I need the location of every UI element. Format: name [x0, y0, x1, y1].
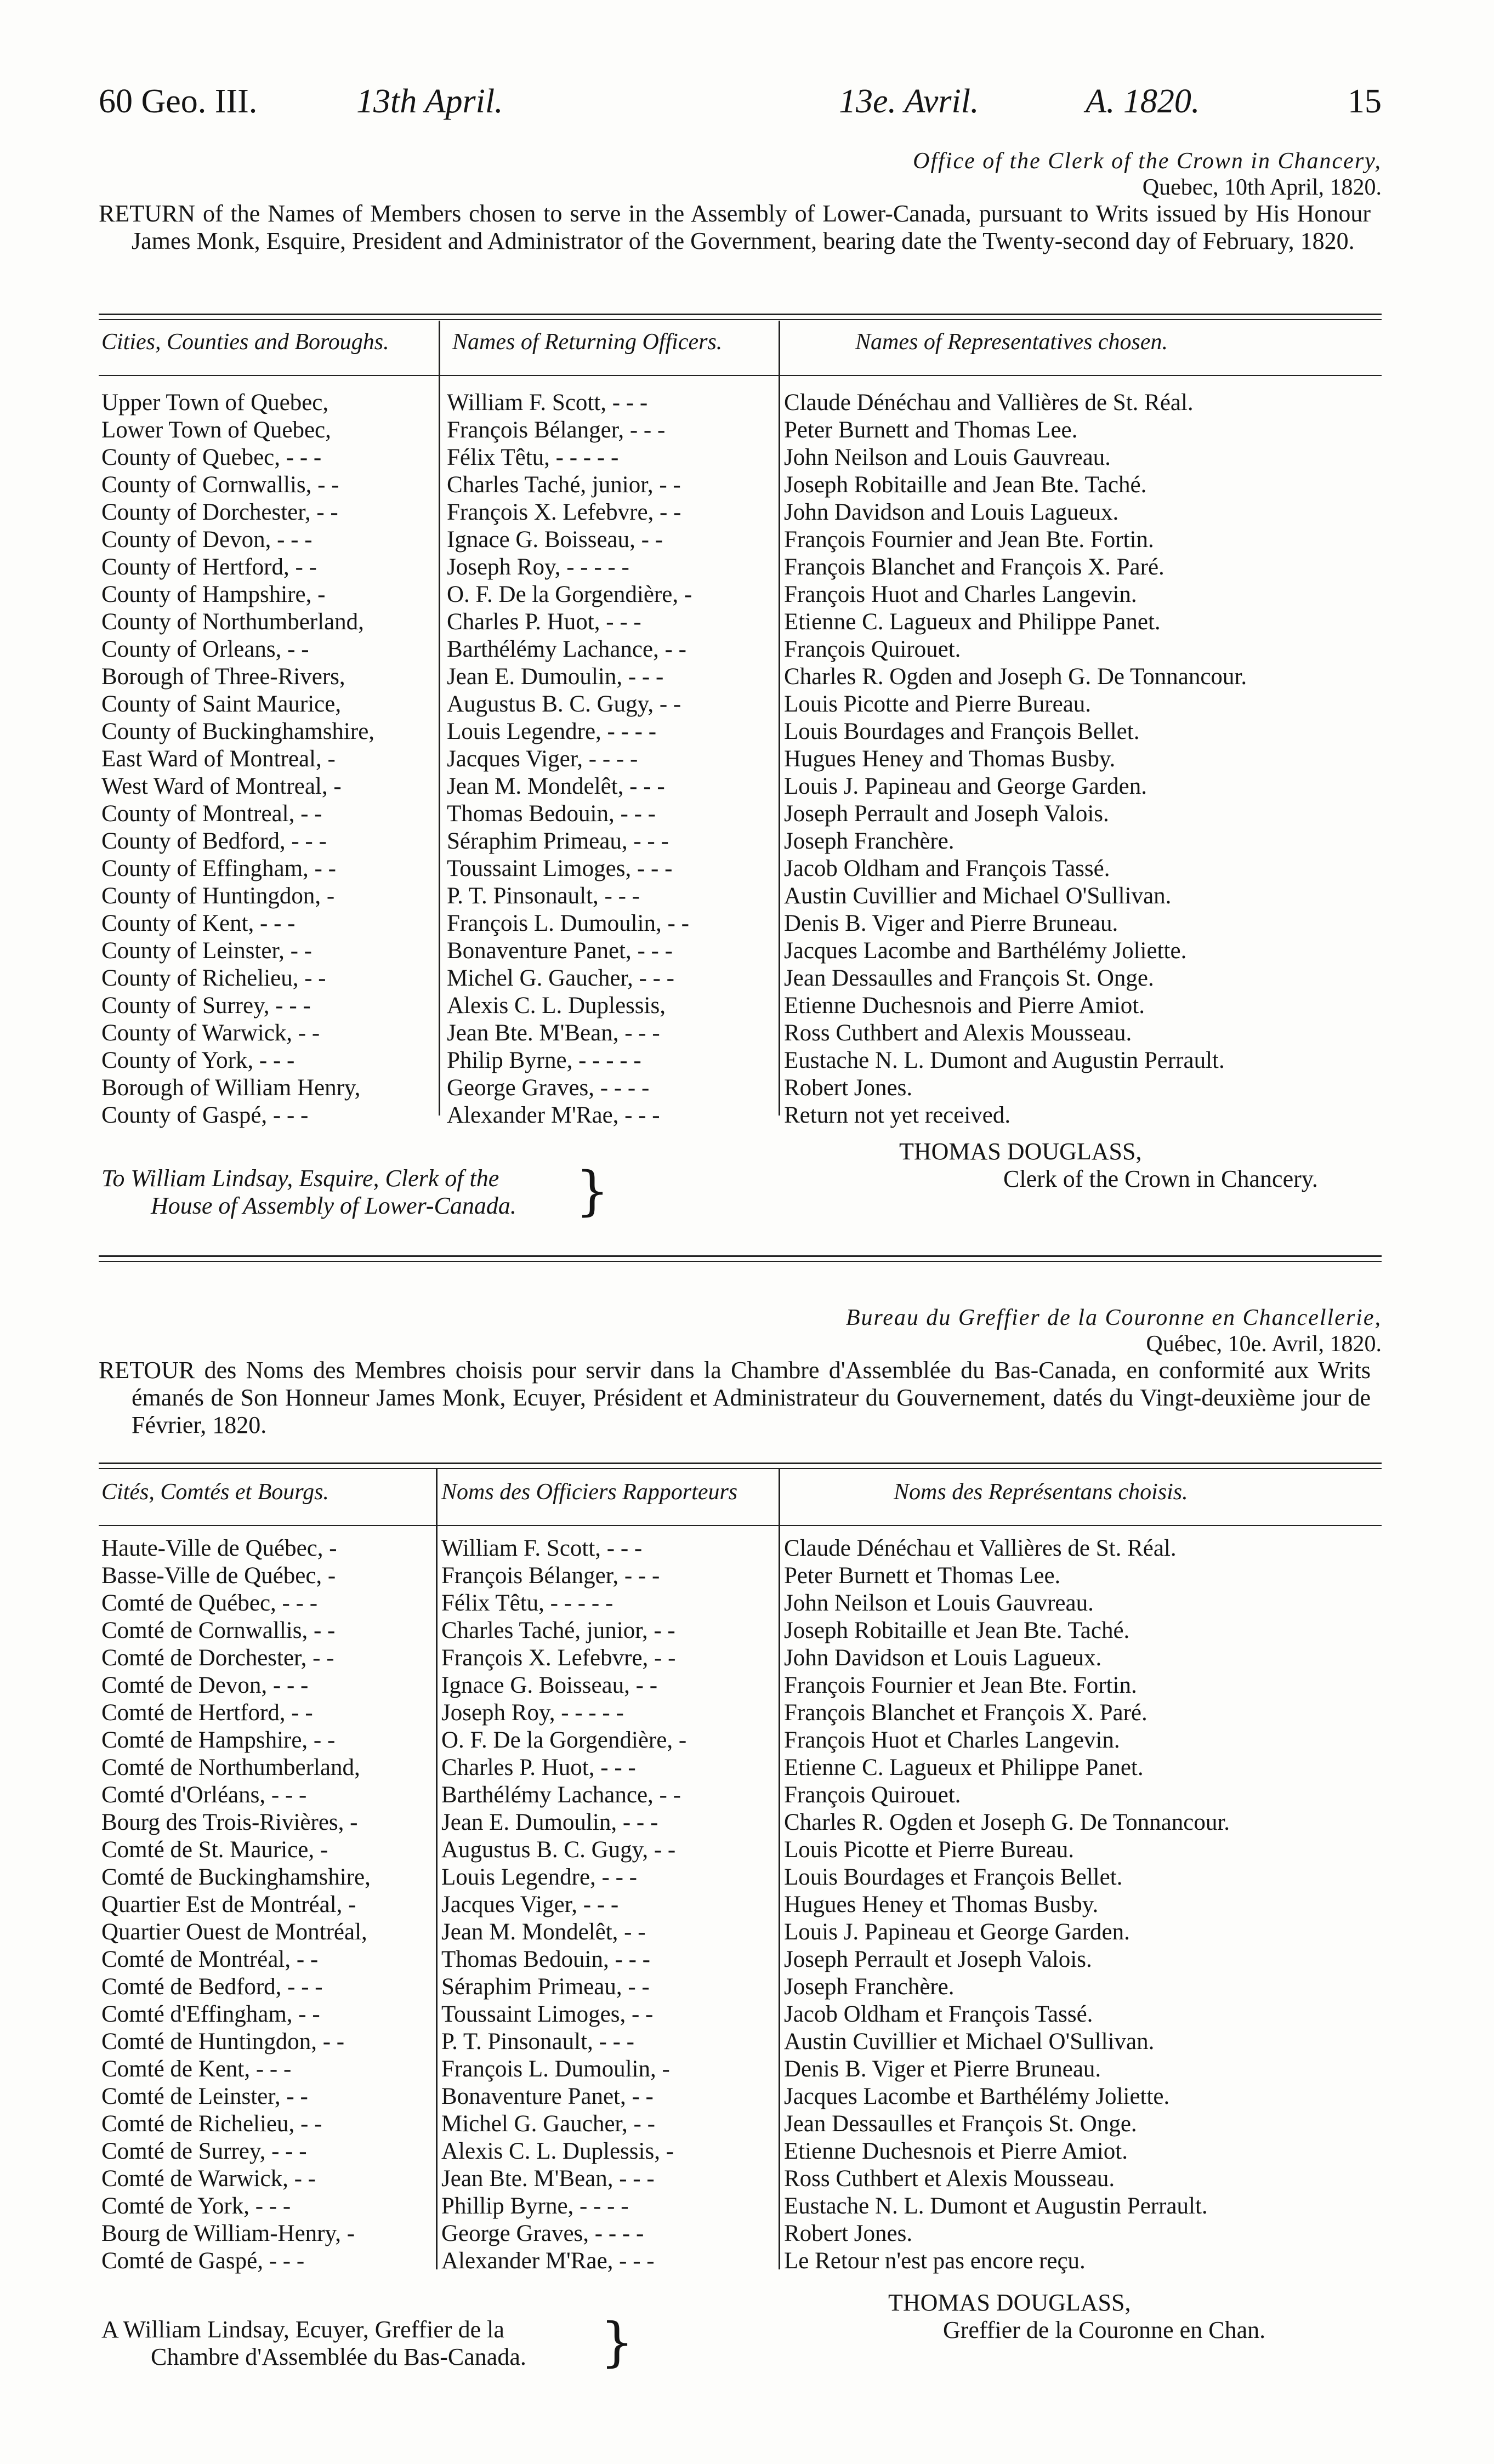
table-cell: Ross Cuthbert et Alexis Mousseau. — [784, 2166, 1115, 2192]
table-cell: François X. Lefebvre, - - — [447, 499, 681, 525]
table-cell: Jacob Oldham and François Tassé. — [784, 856, 1110, 881]
table-cell: John Davidson and Louis Lagueux. — [784, 499, 1119, 525]
table-cell: François Huot and Charles Langevin. — [784, 582, 1137, 607]
table-cell: Alexis C. L. Duplessis, — [447, 993, 666, 1018]
table-cell: Charles R. Ogden et Joseph G. De Tonnancour. — [784, 1809, 1230, 1835]
table-cell: County of Montreal, - - — [101, 801, 322, 827]
rule-top-french-2 — [99, 1468, 1382, 1469]
table-cell: County of Bedford, - - - — [101, 828, 327, 854]
table-cell: Etienne Duchesnois and Pierre Amiot. — [784, 993, 1145, 1018]
table-cell: Alexander M'Rae, - - - — [447, 1102, 660, 1128]
column-divider-english-1 — [439, 321, 440, 1116]
table-cell: West Ward of Montreal, - — [101, 773, 342, 799]
table-cell: Claude Dénéchau and Vallières de St. Réal. — [784, 390, 1194, 416]
table-cell: Robert Jones. — [784, 2221, 913, 2246]
representatives-column-french — [784, 1535, 1382, 2275]
table-cell: Bourg des Trois-Rivières, - — [101, 1809, 358, 1835]
signature-name-english: THOMAS DOUGLASS, — [899, 1138, 1142, 1165]
dateline-french: Québec, 10e. Avril, 1820. — [1146, 1331, 1382, 1357]
table-cell: Jean M. Mondelêt, - - - — [447, 773, 665, 799]
header-places-english: Cities, Counties and Boroughs. — [101, 329, 389, 355]
table-cell: François L. Dumoulin, - - — [447, 911, 689, 936]
table-cell: Lower Town of Quebec, — [101, 417, 331, 443]
table-cell: François X. Lefebvre, - - — [441, 1645, 676, 1671]
table-cell: George Graves, - - - - — [441, 2221, 644, 2246]
table-cell: Comté d'Effingham, - - — [101, 2001, 320, 2027]
rule-separator-2 — [99, 1261, 1382, 1262]
table-cell: Comté de Buckinghamshire, — [101, 1864, 371, 1890]
rule-header-english — [99, 375, 1382, 376]
addressee-french-line-1: A William Lindsay, Ecuyer, Greffier de la — [101, 2316, 504, 2343]
table-cell: Charles Taché, junior, - - — [447, 472, 681, 498]
page-number: 15 — [1348, 83, 1382, 120]
table-cell: Louis Legendre, - - - - — [447, 719, 657, 744]
table-cell: François Blanchet et François X. Paré. — [784, 1700, 1148, 1726]
table-cell: Philip Byrne, - - - - - — [447, 1048, 641, 1073]
table-cell: Louis Picotte and Pierre Bureau. — [784, 691, 1092, 717]
table-cell: Séraphim Primeau, - - - — [447, 828, 669, 854]
table-cell: Jean Dessaulles and François St. Onge. — [784, 965, 1154, 991]
table-cell: Jacob Oldham et François Tassé. — [784, 2001, 1093, 2027]
table-cell: Louis J. Papineau et George Garden. — [784, 1919, 1130, 1945]
table-cell: George Graves, - - - - — [447, 1075, 650, 1101]
table-cell: Basse-Ville de Québec, - — [101, 1563, 336, 1589]
table-cell: Jacques Lacombe and Barthélémy Joliette. — [784, 938, 1187, 964]
table-cell: Alexander M'Rae, - - - — [441, 2248, 655, 2274]
table-cell: François L. Dumoulin, - — [441, 2056, 670, 2082]
table-cell: François Huot et Charles Langevin. — [784, 1727, 1120, 1753]
table-cell: Etienne Duchesnois et Pierre Amiot. — [784, 2138, 1128, 2164]
table-cell: François Quirouet. — [784, 1782, 961, 1808]
table-cell: Ignace G. Boisseau, - - — [441, 1672, 658, 1698]
table-cell: John Neilson and Louis Gauvreau. — [784, 445, 1111, 470]
table-cell: Charles R. Ogden and Joseph G. De Tonnancour. — [784, 664, 1247, 690]
table-cell: County of York, - - - — [101, 1048, 295, 1073]
table-cell: Joseph Franchère. — [784, 828, 955, 854]
table-cell: Robert Jones. — [784, 1075, 913, 1101]
table-cell: County of Hertford, - - — [101, 554, 317, 580]
table-cell: Michel G. Gaucher, - - — [441, 2111, 655, 2137]
table-cell: Comté de Devon, - - - — [101, 1672, 309, 1698]
table-cell: Joseph Franchère. — [784, 1974, 955, 2000]
table-cell: P. T. Pinsonault, - - - — [447, 883, 640, 909]
table-cell: Comté de Kent, - - - — [101, 2056, 292, 2082]
table-cell: François Fournier and Jean Bte. Fortin. — [784, 527, 1154, 553]
table-cell: Ignace G. Boisseau, - - — [447, 527, 663, 553]
table-cell: County of Dorchester, - - — [101, 499, 338, 525]
table-cell: Louis J. Papineau and George Garden. — [784, 773, 1147, 799]
table-cell: County of Quebec, - - - — [101, 445, 322, 470]
table-cell: Comté de Northumberland, — [101, 1755, 360, 1780]
table-cell: Louis Legendre, - - - — [441, 1864, 637, 1890]
table-cell: County of Kent, - - - — [101, 911, 296, 936]
table-cell: Peter Burnett et Thomas Lee. — [784, 1563, 1061, 1589]
table-cell: Augustus B. C. Gugy, - - — [441, 1837, 676, 1863]
table-cell: Toussaint Limoges, - - - — [447, 856, 673, 881]
table-cell: County of Orleans, - - — [101, 636, 309, 662]
signature-title-english: Clerk of the Crown in Chancery. — [1003, 1165, 1318, 1192]
table-cell: Comté de Montréal, - - — [101, 1947, 319, 1972]
intro-french — [99, 1357, 1371, 1439]
table-cell: Comté d'Orléans, - - - — [101, 1782, 307, 1808]
representatives-column-english — [784, 389, 1382, 1129]
rule-top-english — [99, 314, 1382, 315]
table-cell: Denis B. Viger and Pierre Bruneau. — [784, 911, 1118, 936]
table-cell: County of Cornwallis, - - — [101, 472, 339, 498]
table-cell: Jean E. Dumoulin, - - - — [447, 664, 664, 690]
table-cell: Comté de Cornwallis, - - — [101, 1618, 336, 1643]
table-cell: William F. Scott, - - - — [447, 390, 648, 416]
table-cell: Comté de Dorchester, - - — [101, 1645, 334, 1671]
rule-separator — [99, 1255, 1382, 1257]
intro-english-text: RETURN of the Names of Members chosen to serve in the Assembly of Lower-Canada, pursuant to Writs issued by His Honour James Monk, Esquire, President and Administrator of the Government, bearing date the Twenty-second day of February, 1820. — [99, 200, 1371, 254]
table-cell: Louis Bourdages and François Bellet. — [784, 719, 1140, 744]
table-cell: County of Richelieu, - - — [101, 965, 326, 991]
table-cell: Quartier Ouest de Montréal, — [101, 1919, 367, 1945]
table-cell: County of Gaspé, - - - — [101, 1102, 309, 1128]
table-cell: Hugues Heney et Thomas Busby. — [784, 1892, 1099, 1917]
date-french: 13e. Avril. — [839, 83, 979, 120]
table-cell: Félix Têtu, - - - - - — [447, 445, 619, 470]
header-places-french: Cités, Comtés et Bourgs. — [101, 1479, 329, 1505]
table-cell: Jacques Viger, - - - - — [447, 746, 638, 772]
year: A. 1820. — [1086, 83, 1200, 120]
table-cell: Louis Bourdages et François Bellet. — [784, 1864, 1123, 1890]
table-cell: County of Northumberland, — [101, 609, 364, 635]
signature-title-french: Greffier de la Couronne en Chan. — [943, 2317, 1266, 2343]
table-cell: Joseph Perrault and Joseph Valois. — [784, 801, 1109, 827]
officers-column-english — [447, 389, 776, 1129]
table-cell: Jean E. Dumoulin, - - - — [441, 1809, 658, 1835]
table-cell: Michel G. Gaucher, - - - — [447, 965, 674, 991]
regnal-year: 60 Geo. III. — [99, 83, 258, 120]
table-cell: Claude Dénéchau et Vallières de St. Réal. — [784, 1535, 1177, 1561]
table-cell: Comté de Warwick, - - — [101, 2166, 316, 2192]
table-cell: Joseph Robitaille et Jean Bte. Taché. — [784, 1618, 1130, 1643]
table-cell: County of Buckinghamshire, — [101, 719, 375, 744]
table-cell: Comté de Québec, - - - — [101, 1590, 318, 1616]
dateline-english: Quebec, 10th April, 1820. — [1142, 175, 1382, 200]
signature-name-french: THOMAS DOUGLASS, — [888, 2289, 1131, 2316]
header-officers-english: Names of Returning Officers. — [452, 329, 723, 355]
table-cell: Bonaventure Panet, - - — [441, 2084, 654, 2109]
places-column-english — [101, 389, 433, 1129]
table-cell: Charles P. Huot, - - - — [447, 609, 641, 635]
table-cell: Comté de Bedford, - - - — [101, 1974, 323, 2000]
table-cell: Bonaventure Panet, - - - — [447, 938, 673, 964]
table-cell: John Davidson et Louis Lagueux. — [784, 1645, 1102, 1671]
brace-english: } — [576, 1160, 610, 1222]
brace-french: } — [600, 2312, 634, 2373]
addressee-french-line-2: Chambre d'Assemblée du Bas-Canada. — [151, 2343, 526, 2370]
table-cell: William F. Scott, - - - — [441, 1535, 643, 1561]
header-representatives-french: Noms des Représentans choisis. — [894, 1479, 1188, 1505]
date-english: 13th April. — [356, 83, 503, 120]
addressee-english-line-2: House of Assembly of Lower-Canada. — [151, 1192, 516, 1219]
table-cell: Comté de St. Maurice, - — [101, 1837, 328, 1863]
table-cell: County of Hampshire, - — [101, 582, 326, 607]
table-cell: Comté de Gaspé, - - - — [101, 2248, 305, 2274]
table-cell: Eustache N. L. Dumont and Augustin Perrault. — [784, 1048, 1225, 1073]
table-cell: Jean Bte. M'Bean, - - - — [447, 1020, 660, 1046]
table-cell: Séraphim Primeau, - - — [441, 1974, 650, 2000]
table-cell: Barthélémy Lachance, - - — [441, 1782, 681, 1808]
table-cell: Quartier Est de Montréal, - — [101, 1892, 356, 1917]
table-cell: Jean Dessaulles et François St. Onge. — [784, 2111, 1137, 2137]
table-cell: Jacques Lacombe et Barthélémy Joliette. — [784, 2084, 1170, 2109]
office-line-english: Office of the Clerk of the Crown in Chancery, — [913, 149, 1382, 174]
table-cell: County of Warwick, - - — [101, 1020, 320, 1046]
column-divider-english-2 — [779, 321, 780, 1116]
table-cell: François Blanchet and François X. Paré. — [784, 554, 1164, 580]
table-cell: Etienne C. Lagueux et Philippe Panet. — [784, 1755, 1144, 1780]
table-cell: Denis B. Viger et Pierre Bruneau. — [784, 2056, 1101, 2082]
table-cell: Joseph Roy, - - - - - — [447, 554, 629, 580]
table-cell: Joseph Roy, - - - - - — [441, 1700, 624, 1726]
table-cell: County of Effingham, - - — [101, 856, 336, 881]
column-divider-french-2 — [779, 1469, 780, 2269]
table-cell: Hugues Heney and Thomas Busby. — [784, 746, 1116, 772]
table-cell: François Quirouet. — [784, 636, 961, 662]
table-cell: Borough of William Henry, — [101, 1075, 361, 1101]
table-cell: François Fournier et Jean Bte. Fortin. — [784, 1672, 1137, 1698]
table-cell: Ross Cuthbert and Alexis Mousseau. — [784, 1020, 1132, 1046]
table-cell: Eustache N. L. Dumont et Augustin Perrault. — [784, 2193, 1208, 2219]
table-cell: Haute-Ville de Québec, - — [101, 1535, 337, 1561]
table-cell: Etienne C. Lagueux and Philippe Panet. — [784, 609, 1161, 635]
table-cell: Charles Taché, junior, - - — [441, 1618, 675, 1643]
table-cell: Bourg de William-Henry, - — [101, 2221, 355, 2246]
table-cell: Le Retour n'est pas encore reçu. — [784, 2248, 1086, 2274]
intro-french-text: RETOUR des Noms des Membres choisis pour servir dans la Chambre d'Assemblée du Bas-Canada, en conformité aux Writs émanés de Son Honneur James Monk, Ecuyer, Président et Administrateur du Gouvernement, datés du Vingt-deuxième jour de Février, 1820. — [99, 1357, 1371, 1438]
rule-top-french — [99, 1463, 1382, 1464]
table-cell: Comté de Surrey, - - - — [101, 2138, 307, 2164]
table-cell: Comté de Leinster, - - — [101, 2084, 308, 2109]
table-cell: Augustus B. C. Gugy, - - — [447, 691, 681, 717]
table-cell: County of Surrey, - - - — [101, 993, 311, 1018]
column-divider-french-1 — [436, 1469, 438, 2269]
places-column-french — [101, 1535, 430, 2275]
intro-english — [99, 200, 1371, 255]
table-cell: Austin Cuvillier et Michael O'Sullivan. — [784, 2029, 1155, 2055]
table-cell: County of Devon, - - - — [101, 527, 313, 553]
table-cell: O. F. De la Gorgendière, - — [441, 1727, 687, 1753]
table-cell: Jacques Viger, - - - — [441, 1892, 619, 1917]
rule-top-english-2 — [99, 319, 1382, 320]
rule-header-french — [99, 1525, 1382, 1526]
table-cell: East Ward of Montreal, - — [101, 746, 336, 772]
table-cell: Return not yet received. — [784, 1102, 1011, 1128]
table-cell: Borough of Three-Rivers, — [101, 664, 345, 690]
table-cell: Joseph Perrault et Joseph Valois. — [784, 1947, 1092, 1972]
table-cell: Comté de Richelieu, - - — [101, 2111, 322, 2137]
table-cell: Comté de Hertford, - - — [101, 1700, 313, 1726]
table-cell: Peter Burnett and Thomas Lee. — [784, 417, 1078, 443]
table-cell: Upper Town of Quebec, — [101, 390, 329, 416]
table-cell: O. F. De la Gorgendière, - — [447, 582, 692, 607]
table-cell: Jean Bte. M'Bean, - - - — [441, 2166, 655, 2192]
table-cell: Phillip Byrne, - - - - — [441, 2193, 629, 2219]
header-representatives-english: Names of Representatives chosen. — [855, 329, 1168, 355]
table-cell: Barthélémy Lachance, - - — [447, 636, 686, 662]
office-line-french: Bureau du Greffier de la Couronne en Chancellerie, — [845, 1305, 1382, 1330]
table-cell: Comté de York, - - - — [101, 2193, 291, 2219]
table-cell: County of Huntingdon, - — [101, 883, 335, 909]
table-cell: Thomas Bedouin, - - - — [441, 1947, 650, 1972]
table-cell: Toussaint Limoges, - - — [441, 2001, 654, 2027]
table-cell: François Bélanger, - - - — [441, 1563, 660, 1589]
table-cell: Jean M. Mondelêt, - - — [441, 1919, 646, 1945]
table-cell: County of Leinster, - - — [101, 938, 312, 964]
addressee-english — [101, 1165, 516, 1220]
header-officers-french: Noms des Officiers Rapporteurs — [441, 1479, 738, 1505]
table-cell: Austin Cuvillier and Michael O'Sullivan. — [784, 883, 1172, 909]
table-cell: Thomas Bedouin, - - - — [447, 801, 656, 827]
table-cell: Joseph Robitaille and Jean Bte. Taché. — [784, 472, 1147, 498]
table-cell: P. T. Pinsonault, - - - — [441, 2029, 634, 2055]
table-cell: John Neilson et Louis Gauvreau. — [784, 1590, 1094, 1616]
table-cell: Félix Têtu, - - - - - — [441, 1590, 613, 1616]
table-cell: François Bélanger, - - - — [447, 417, 666, 443]
table-cell: Alexis C. L. Duplessis, - — [441, 2138, 674, 2164]
running-head — [99, 82, 1382, 132]
officers-column-french — [441, 1535, 776, 2275]
addressee-french — [101, 2316, 526, 2371]
table-cell: County of Saint Maurice, — [101, 691, 342, 717]
table-cell: Comté de Huntingdon, - - — [101, 2029, 345, 2055]
table-cell: Louis Picotte et Pierre Bureau. — [784, 1837, 1074, 1863]
addressee-english-line-1: To William Lindsay, Esquire, Clerk of the — [101, 1165, 499, 1192]
table-cell: Charles P. Huot, - - - — [441, 1755, 636, 1780]
table-cell: Comté de Hampshire, - - — [101, 1727, 336, 1753]
